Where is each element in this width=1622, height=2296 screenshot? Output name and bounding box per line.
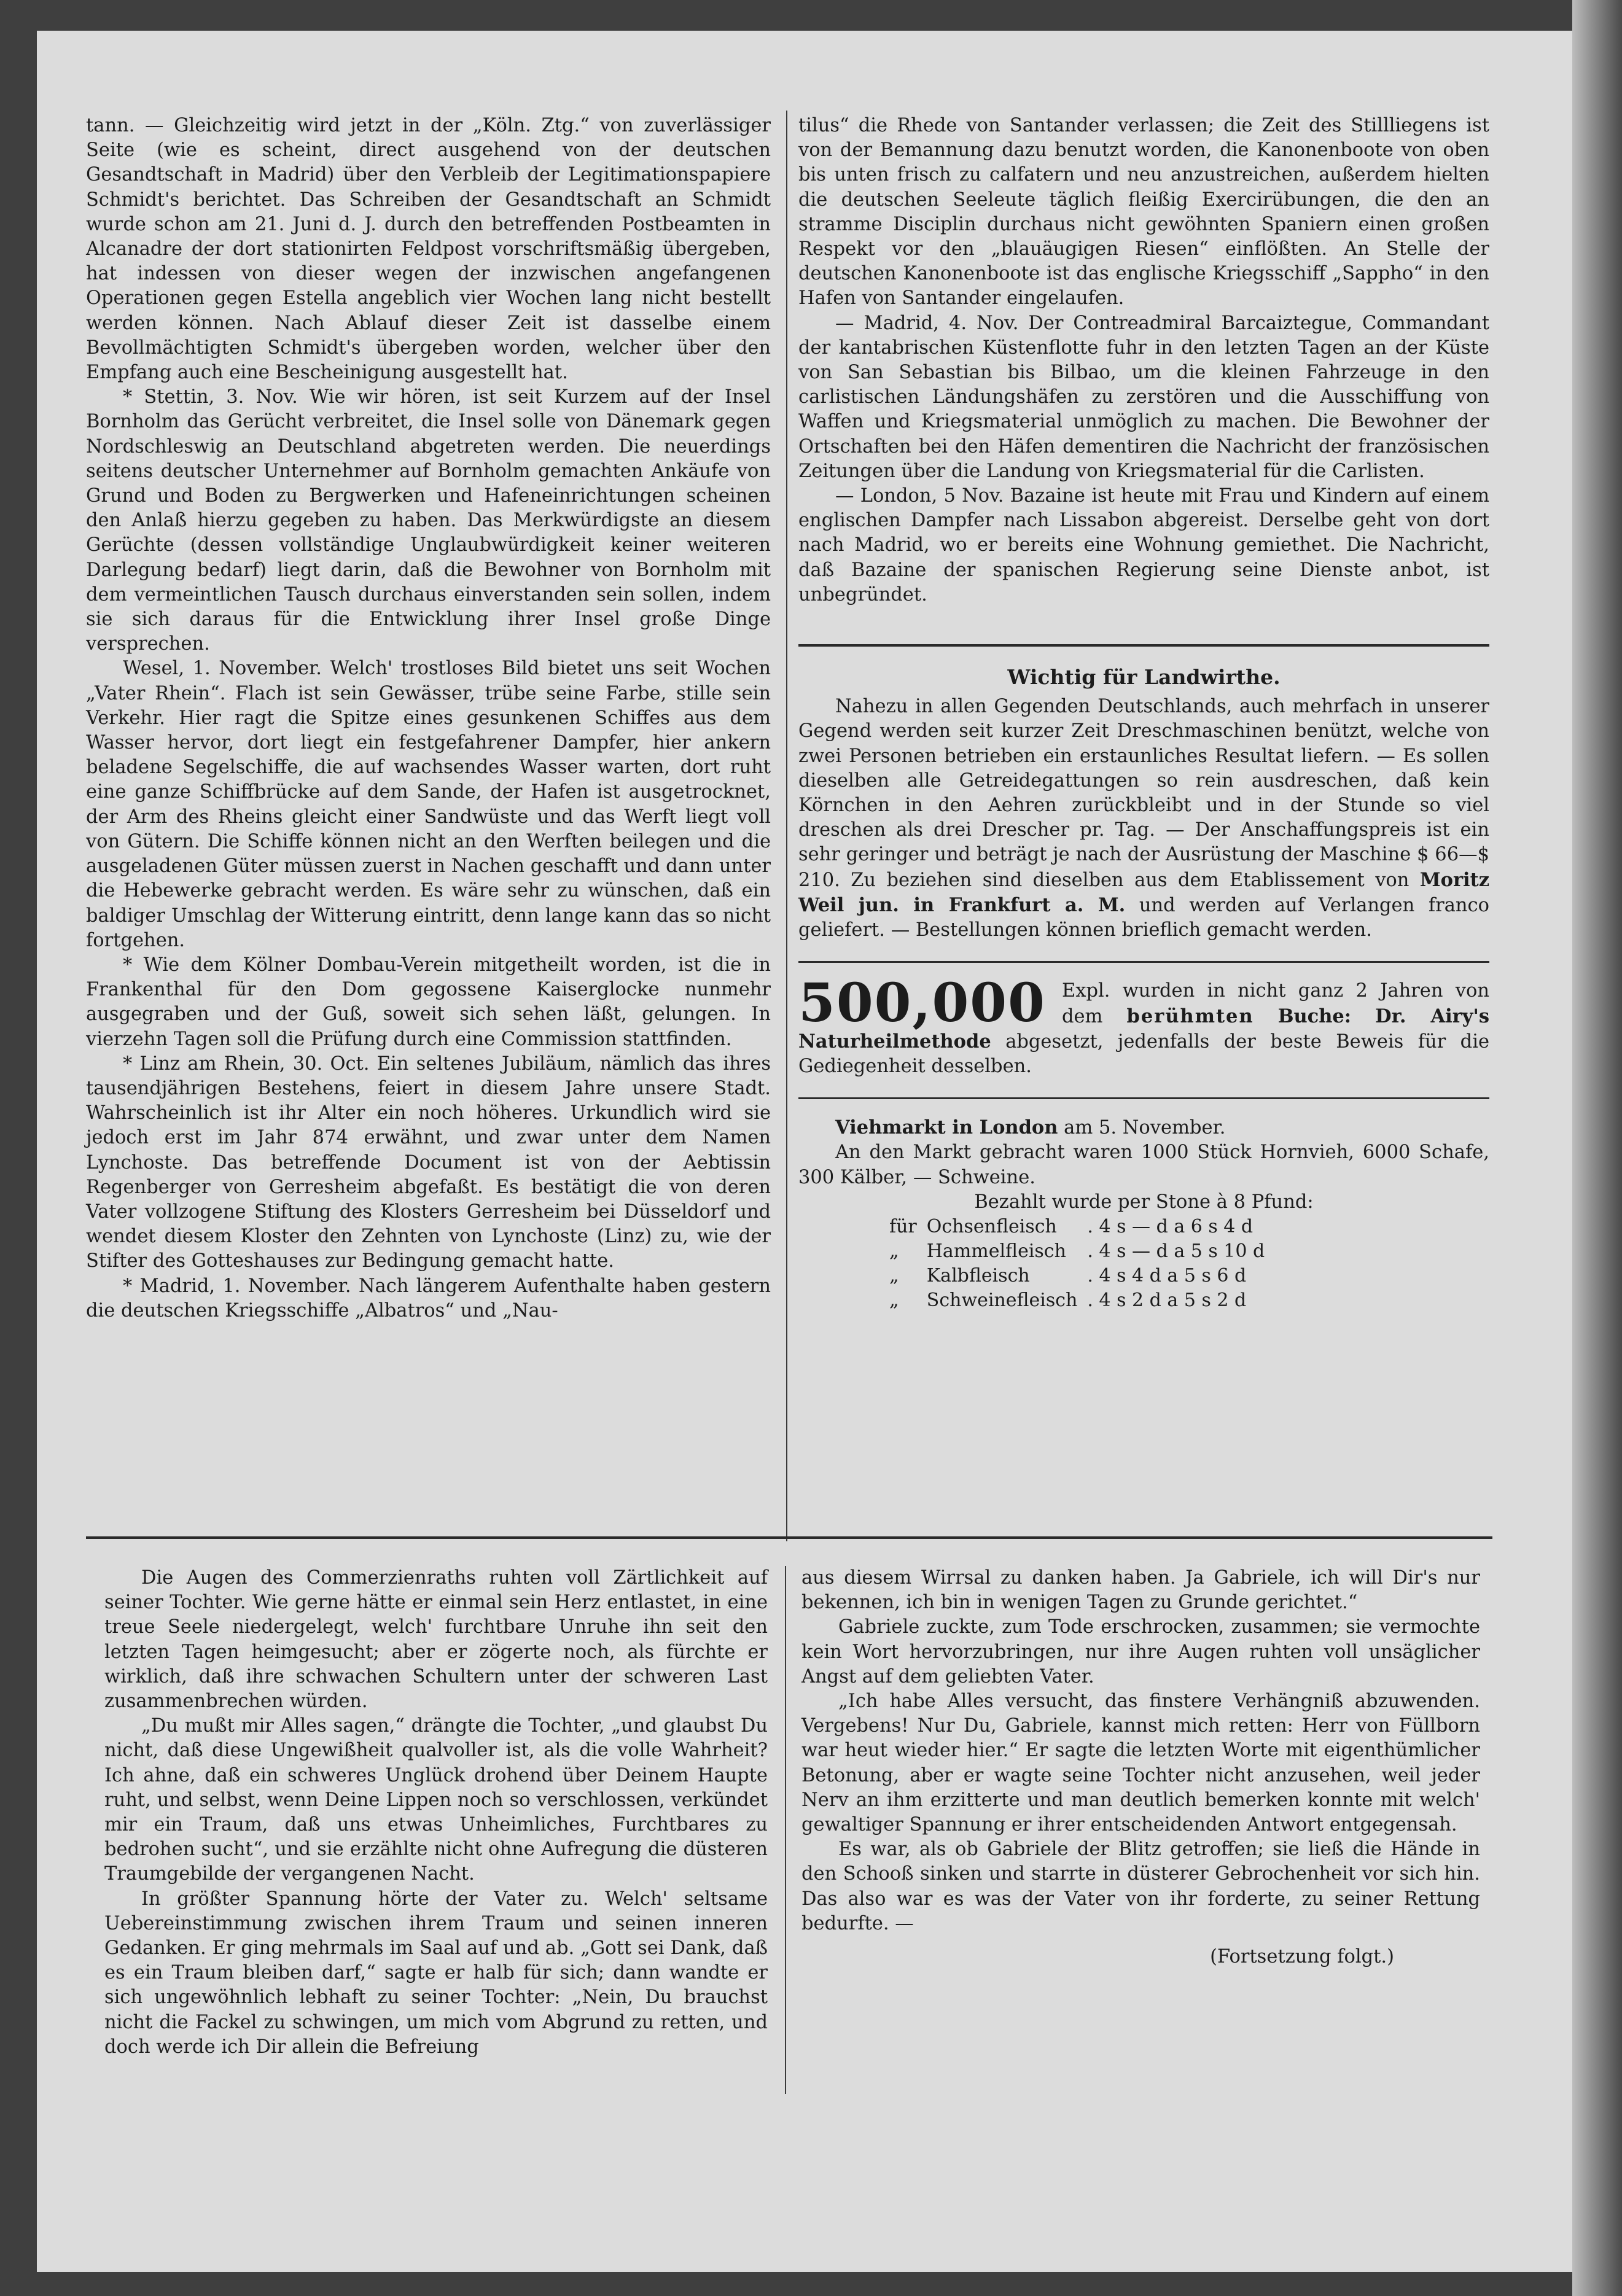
article-madrid-1: * Madrid, 1. November. Nach längerem Aufenthalte haben gestern die deutschen Kriegsschiffe „Albatros“ und „Nau- <box>86 1275 771 1321</box>
market-row-price: . 4 s 4 d a 5 s 6 d <box>1087 1264 1247 1286</box>
book-spine-shadow <box>1572 0 1622 2296</box>
market-row-prefix: „ <box>889 1289 899 1311</box>
market-row-prefix: „ <box>889 1240 899 1262</box>
column-divider-upper <box>786 111 787 1541</box>
upper-right-column <box>798 114 1489 1313</box>
continuation-note: (Fortsetzung folgt.) <box>1210 1946 1394 1968</box>
feuilleton-right-column <box>801 1566 1480 1969</box>
ad-landwirthe-heading: Wichtig für Landwirthe. <box>1007 665 1281 690</box>
market-row-price: . 4 s 2 d a 5 s 2 d <box>1087 1289 1247 1311</box>
upper-left-column <box>86 114 771 1323</box>
feuilleton-left-column <box>104 1566 768 2060</box>
market-prices-table <box>884 1215 1269 1313</box>
ad-naturheil-text-b: berühmten <box>1126 1005 1254 1027</box>
section-rule-1 <box>798 644 1489 647</box>
ad-landwirthe-tail: und werden auf Verlangen franco geliefert. — Bestellungen können brieflich gemacht werden. <box>798 894 1489 941</box>
article-london-bazaine: — London, 5 Nov. Bazaine ist heute mit Frau und Kindern auf einem englischen Dampfer nach Lissabon abgereist. Derselbe geht von dort nach Madrid, wo er bereits eine Wohnung gemiethet. Die Nachricht, daß Bazaine der spanischen Regierung seine Dienste anbot, ist unbegründet. <box>798 485 1489 605</box>
ad-big-number: 500,000 <box>798 979 1046 1035</box>
feuilleton-paragraph: Es war, als ob Gabriele der Blitz getroffen; sie ließ die Hände in den Schooß sinken und starrte in düsterer Gebrochenheit vor sich hin. Das also war es was der Vater von ihr forderte, zu seiner Rettung bedurfte. — <box>801 1839 1480 1934</box>
section-rule-3 <box>798 1097 1489 1099</box>
article-stettin: * Stettin, 3. Nov. Wie wir hören, ist seit Kurzem auf der Insel Bornholm das Gerücht verbreitet, die Insel solle von Dänemark gegen Nordschleswig an Deutschland abgetreten werden. Die neuerdings seitens deutscher Unternehmer auf Bornholm gemachten Ankäufe von Grund und Boden zu Bergwerken und Hafeneinrichtungen scheinen den Anlaß hierzu gegeben zu haben. Das Merkwürdigste an diesem Gerüchte (dessen vollständige Unglaubwürdigkeit keiner weiteren Darlegung bedarf) liegt darin, daß die Bewohner von Bornholm mit dem vermeintlichen Tausch durchaus einverstanden sein sollen, indem sie sich daraus für die Entwicklung ihrer Insel große Dinge versprechen. <box>86 386 771 655</box>
article-madrid-4-nov: — Madrid, 4. Nov. Der Contreadmiral Barcaiztegue, Commandant der kantabrischen Küstenflotte fuhr in den letzten Tagen an der Küste von San Sebastian bis Bilbao, um die kleinen Fahrzeuge in den carlistischen Ländungshäfen zu zerstören und die Ausschiffung von Waffen und Kriegsmaterial unmöglich zu machen. Die Bewohner der Ortschaften bei den Häfen dementiren die Nachricht der französischen Zeitungen über die Landung von Kriegsmaterial für die Carlisten. <box>798 312 1489 482</box>
market-date: am 5. November. <box>1064 1117 1226 1139</box>
section-rule-2 <box>798 961 1489 963</box>
article-koelner-dombau: * Wie dem Kölner Dombau-Verein mitgetheilt worden, ist die in Frankenthal für den Dom gegossene Kaiserglocke nunmehr ausgegraben und der Guß, soweit sich sehen läßt, gelungen. In vierzehn Tagen soll die Prüfung durch eine Commission stattfinden. <box>86 954 771 1050</box>
ad-naturheil-text-a: Expl. wurden in nicht ganz 2 Jahren von dem <box>1061 980 1489 1027</box>
feuilleton-paragraph: „Ich habe Alles versucht, das finstere Verhängniß abzuwenden. Vergebens! Nur Du, Gabriele, kannst mich retten: Herr von Füllborn war heut wieder hier.“ Er sagte die letzten Worte mit eigenthümlicher Betonung, aber er wagte seine Tochter nicht anzusehen, weil jeder Nerv an ihm erzitterte und man deutlich bemerken konnte mit welch' gewaltiger Spannung er ihrer entscheidenden Antwort entgegensah. <box>801 1691 1480 1836</box>
market-row-prefix: „ <box>889 1264 899 1286</box>
column-divider-lower <box>785 1566 786 2094</box>
market-row-price: . 4 s — d a 6 s 4 d <box>1087 1215 1254 1237</box>
feuilleton-paragraph: Gabriele zuckte, zum Tode erschrocken, zusammen; sie vermochte kein Wort hervorzubringen, nur ihre Augen ruhten voll unsäglicher Angst auf dem geliebten Vater. <box>801 1616 1480 1687</box>
market-heading: Viehmarkt in London <box>835 1116 1058 1139</box>
feuilleton-paragraph: Die Augen des Commerzienraths ruhten voll Zärtlichkeit auf seiner Tochter. Wie gerne hätte er einmal sein Herz entlastet, in eine treue Seele niedergelegt, welch' furchtbare Unruhe ihn seit den letzten Tagen heimgesucht; aber er zögerte noch, als fürchte er wirklich, daß ihre schwachen Schultern unter der schweren Last zusammenbrechen würden. <box>104 1567 768 1713</box>
feuilleton-paragraph: „Du mußt mir Alles sagen,“ drängte die Tochter, „und glaubst Du nicht, daß diese Ungewißheit qualvoller ist, als die volle Wahrheit? Ich ahne, daß ein schweres Unglück drohend über Deinem Haupte ruht, und selbst, wenn Deine Lippen noch so verschlossen, verkündet mir ein Traum, daß uns etwas Unheimliches, Furchtbares zu bedrohen sucht“, und sie erzählte nicht ohne Aufregung die düsteren Traumgebilde der vergangenen Nacht. <box>104 1715 768 1885</box>
ad-landwirthe <box>798 665 1489 943</box>
market-report <box>798 1115 1489 1313</box>
newspaper-page <box>37 31 1572 2272</box>
article-madrid-continued: tilus“ die Rhede von Santander verlassen; die Zeit des Stillliegens ist von der Bemannung dazu benutzt worden, die Kanonenboote von oben bis unten frisch zu calfatern und neu anzustreichen, außerdem hielten die deutschen Seeleute täglich fleißig Exercirübungen, die den an stramme Disciplin durchaus nicht gewöhnten Spaniern einen großen Respekt vor den „blauäugigen Riesen“ einflößten. An Stelle der deutschen Kanonenboote ist das englische Kriegsschiff „Sappho“ in den Hafen von Santander eingelaufen. <box>798 115 1489 309</box>
market-row <box>884 1264 1269 1288</box>
ad-naturheil-book: Dr. Airy's Naturheilmethode <box>798 1005 1489 1053</box>
ad-naturheil-text-c: Buche: <box>1277 1005 1352 1027</box>
ad-naturheilmethode <box>798 979 1489 1079</box>
market-row-item: Hammelfleisch <box>926 1240 1066 1262</box>
market-row-prefix: für <box>889 1215 917 1237</box>
market-row <box>884 1288 1269 1313</box>
feuilleton-paragraph: In größter Spannung hörte der Vater zu. Welch' seltsame Uebereinstimmung zwischen ihrem Traum und seinen inneren Gedanken. Er ging mehrmals im Saal auf und ab. „Gott sei Dank, daß es ein Traum bleiben darf,“ sagte er halb für sich; dann wandte er sich ungewöhnlich lebhaft zu seiner Tochter: „Nein, Du brauchst nicht die Fackel zu schwingen, um mich vom Abgrund zu retten, und doch werde ich Dir allein die Befreiung <box>104 1888 768 2058</box>
ad-naturheil-text-d: abgesetzt, jedenfalls der beste Beweis für die Gediegenheit desselben. <box>798 1030 1489 1077</box>
market-row-item: Kalbfleisch <box>926 1264 1030 1286</box>
article-schmidt-papers: tann. — Gleichzeitig wird jetzt in der „Köln. Ztg.“ von zuverlässiger Seite (wie es scheint, direct ausgehend von der deutschen Gesandtschaft in Madrid) über den Verbleib der Legitimationspapiere Schmidt's berichtet. Das Schreiben der Gesandtschaft an Schmidt wurde schon am 21. Juni d. J. durch den betreffenden Postbeamten in Alcanadre der dort stationirten Feldpost vorschriftsmäßig übergeben, hat indessen von dieser wegen der inzwischen angefangenen Operationen gegen Estella angeblich vier Wochen lang nicht bestellt werden können. Nach Ablauf dieser Zeit ist dasselbe einem Bevollmächtigten Schmidt's übergeben worden, welcher über den Empfang auch eine Bescheinigung ausgestellt hat. <box>86 115 771 384</box>
market-intro: An den Markt gebracht waren 1000 Stück Hornvieh, 6000 Schafe, 300 Kälber, — Schweine. <box>798 1142 1489 1188</box>
article-linz: * Linz am Rhein, 30. Oct. Ein seltenes Jubiläum, nämlich das ihres tausendjährigen Bestehens, feiert in diesem Jahre unsere Stadt. Wahrscheinlich ist ihr Alter ein noch höheres. Urkundlich wird sie jedoch erst im Jahr 874 erwähnt, und zwar unter dem Namen Lynchoste. Das betreffende Document ist von der Aebtissin Regenberger von Gerresheim abgefaßt. Es bestätigt die von deren Vater vollzogene Stiftung des Klosters Gerresheim bei Düsseldorf und wendet diesem Kloster den Zehnten von Lynchoste (Linz) zu, wie der Stifter des Gotteshauses zur Bedingung gemacht hatte. <box>86 1053 771 1272</box>
market-row <box>884 1239 1269 1264</box>
article-wesel: Wesel, 1. November. Welch' trostloses Bild bietet uns seit Wochen „Vater Rhein“. Flach ist sein Gewässer, trübe seine Farbe, stille sein Verkehr. Hier ragt die Spitze eines gesunkenen Schiffes aus dem Wasser hervor, dort liegt ein festgefahrener Dampfer, hier ankern beladene Segelschiffe, die auf wachsendes Wasser warten, dort ruht eine ganze Schiffbrücke auf dem Sande, der Hafen ist ausgetrocknet, der Arm des Rheins gleicht einer Sandwüste und das Werft liegt voll von Gütern. Die Schiffe können nicht an den Werften beilegen und die ausgeladenen Güter müssen zuerst in Nachen geschafft und dann unter die Hebewerke gebracht werden. Es wäre sehr zu wünschen, daß ein baldiger Umschlag der Witterung eintritt, denn lange kann das so nicht fortgehen. <box>86 658 771 951</box>
ad-landwirthe-firm: Moritz Weil jun. in Frankfurt a. M. <box>798 868 1490 916</box>
feuilleton-paragraph: aus diesem Wirrsal zu danken haben. Ja Gabriele, ich will Dir's nur bekennen, ich bin in wenigen Tagen zu Grunde gerichtet.“ <box>801 1567 1480 1614</box>
market-paid: Bezahlt wurde per Stone à 8 Pfund: <box>974 1191 1314 1213</box>
market-row <box>884 1215 1269 1239</box>
market-row-item: Schweinefleisch <box>926 1289 1078 1311</box>
feuilleton-divider <box>86 1536 1492 1539</box>
market-row-price: . 4 s — d a 5 s 10 d <box>1087 1240 1265 1262</box>
market-row-item: Ochsenfleisch <box>926 1215 1057 1237</box>
ad-landwirthe-body: Nahezu in allen Gegenden Deutschlands, auch mehrfach in unserer Gegend werden seit kurzer Zeit Dreschmaschinen benützt, welche von zwei Personen betrieben ein erstaunliches Resultat liefern. — Es sollen dieselben alle Getreidegattungen so rein ausdreschen, daß kein Körnchen in den Aehren zurückbleibt und in der Stunde so viel dreschen als drei Drescher pr. Tag. — Der Anschaffungspreis ist ein sehr geringer und beträgt je nach der Ausrüstung der Maschine $ 66—$ 210. Zu beziehen sind dieselben aus dem Etablissement von <box>798 696 1489 891</box>
